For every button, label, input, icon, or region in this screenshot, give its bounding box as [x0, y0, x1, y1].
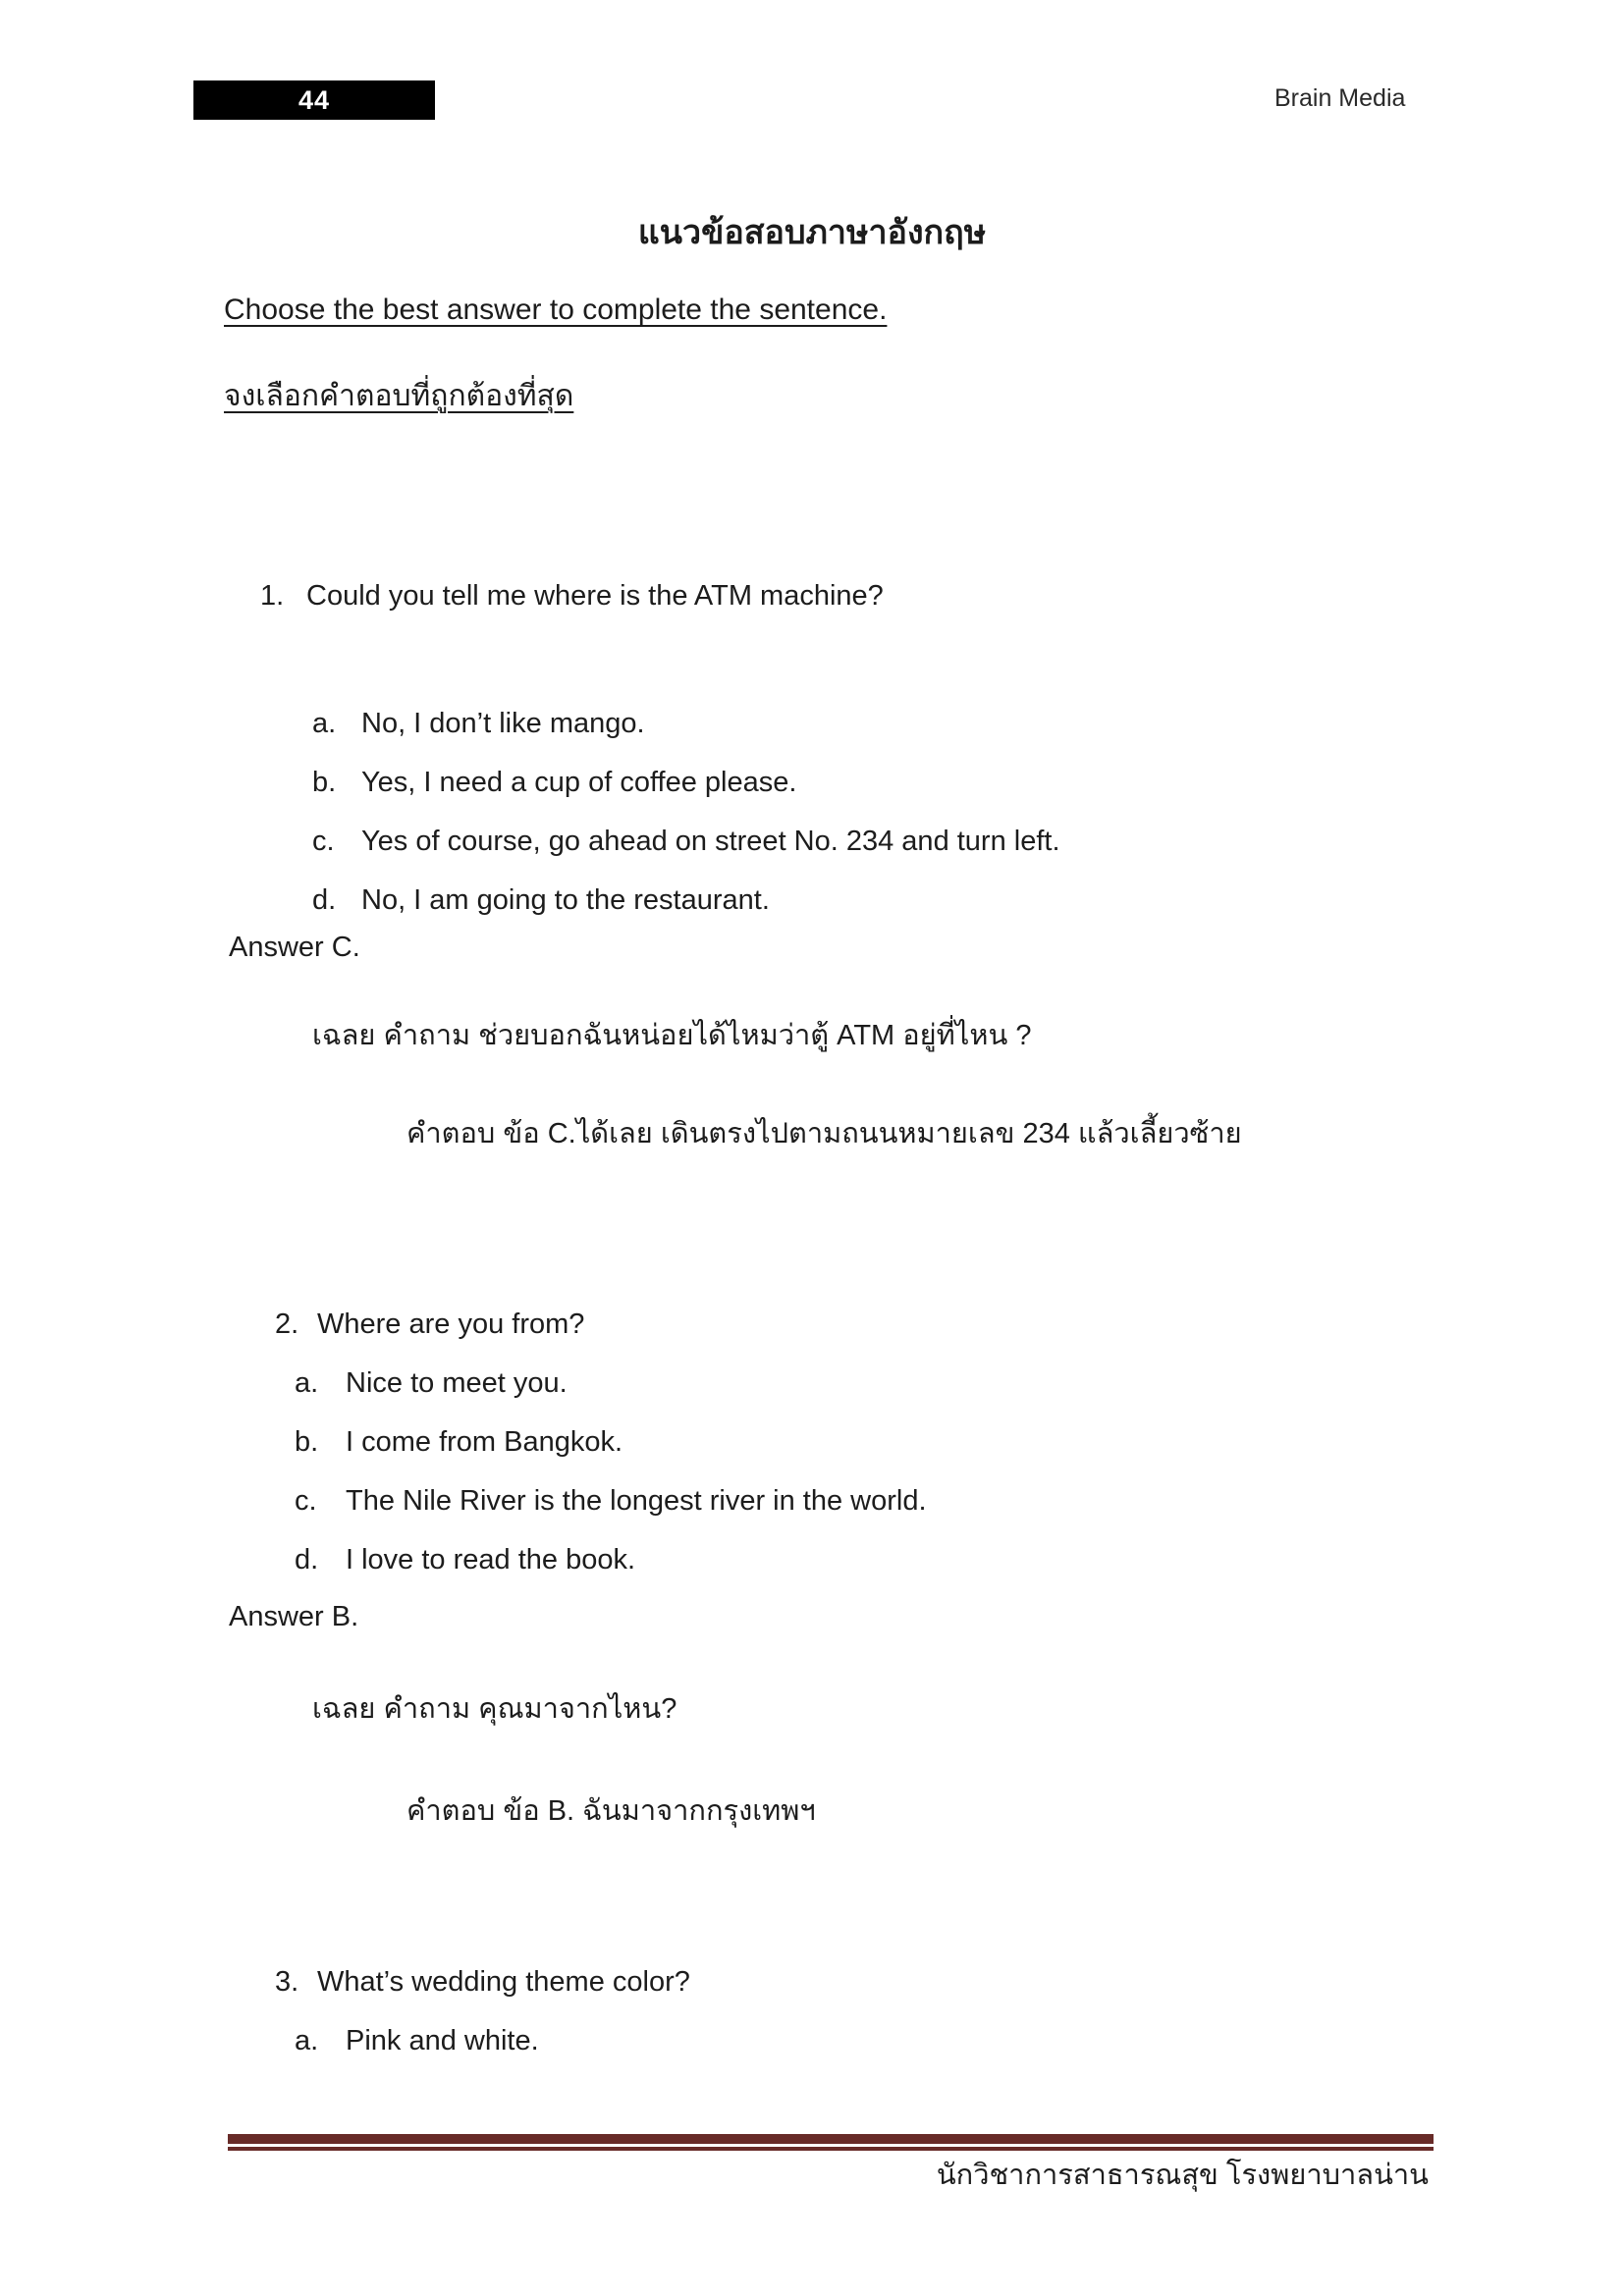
option-label: a.: [312, 708, 337, 739]
question-number: 2.: [275, 1308, 299, 1340]
option-label: a.: [295, 1367, 319, 1399]
question-text: Could you tell me where is the ATM machine?: [306, 580, 884, 612]
explanation-question: เฉลย คำถาม ช่วยบอกฉันหน่อยได้ไหมว่าตู้ ATM อยู่ที่ไหน ?: [312, 1020, 1032, 1051]
option-text: No, I don’t like mango.: [361, 708, 645, 739]
option-label: c.: [295, 1485, 317, 1517]
instruction-english: Choose the best answer to complete the sentence.: [224, 294, 888, 326]
option-label: d.: [312, 884, 337, 916]
option-text: Yes, I need a cup of coffee please.: [361, 767, 797, 798]
question-text: Where are you from?: [317, 1308, 585, 1340]
brand-name: Brain Media: [1274, 84, 1406, 112]
question-text: What’s wedding theme color?: [317, 1966, 690, 1998]
answer-line: Answer B.: [229, 1601, 359, 1632]
page-title: แนวข้อสอบภาษาอังกฤษ: [637, 214, 987, 251]
option-text: I love to read the book.: [346, 1544, 636, 1575]
question-number: 3.: [275, 1966, 299, 1998]
option-text: The Nile River is the longest river in the world.: [346, 1485, 927, 1517]
option-text: Yes of course, go ahead on street No. 234 and turn left.: [361, 826, 1060, 857]
option-label: d.: [295, 1544, 319, 1575]
page-number-text: 44: [298, 84, 331, 115]
option-label: a.: [295, 2025, 319, 2056]
option-text: Nice to meet you.: [346, 1367, 568, 1399]
footer-credit: นักวิชาการสาธารณสุข โรงพยาบาลน่าน: [936, 2160, 1429, 2191]
option-label: c.: [312, 826, 335, 857]
footer-rule: [228, 2134, 1434, 2151]
option-label: b.: [295, 1426, 319, 1458]
option-label: b.: [312, 767, 337, 798]
explanation-answer: คำตอบ ข้อ B. ฉันมาจากกรุงเทพฯ: [406, 1795, 816, 1827]
explanation-question: เฉลย คำถาม คุณมาจากไหน?: [312, 1693, 677, 1725]
footer-rule-thick-bar: [228, 2134, 1434, 2144]
option-text: Pink and white.: [346, 2025, 539, 2056]
question-number: 1.: [260, 580, 285, 612]
answer-line: Answer C.: [229, 932, 360, 963]
option-text: I come from Bangkok.: [346, 1426, 623, 1458]
explanation-answer: คำตอบ ข้อ C.ได้เลย เดินตรงไปตามถนนหมายเลข 234 แล้วเลี้ยวซ้าย: [406, 1118, 1242, 1149]
page-number-badge: [193, 80, 435, 120]
instruction-thai: จงเลือกคำตอบที่ถูกต้องที่สุด: [224, 380, 574, 412]
footer-rule-thin-bar: [228, 2147, 1434, 2151]
option-text: No, I am going to the restaurant.: [361, 884, 770, 916]
